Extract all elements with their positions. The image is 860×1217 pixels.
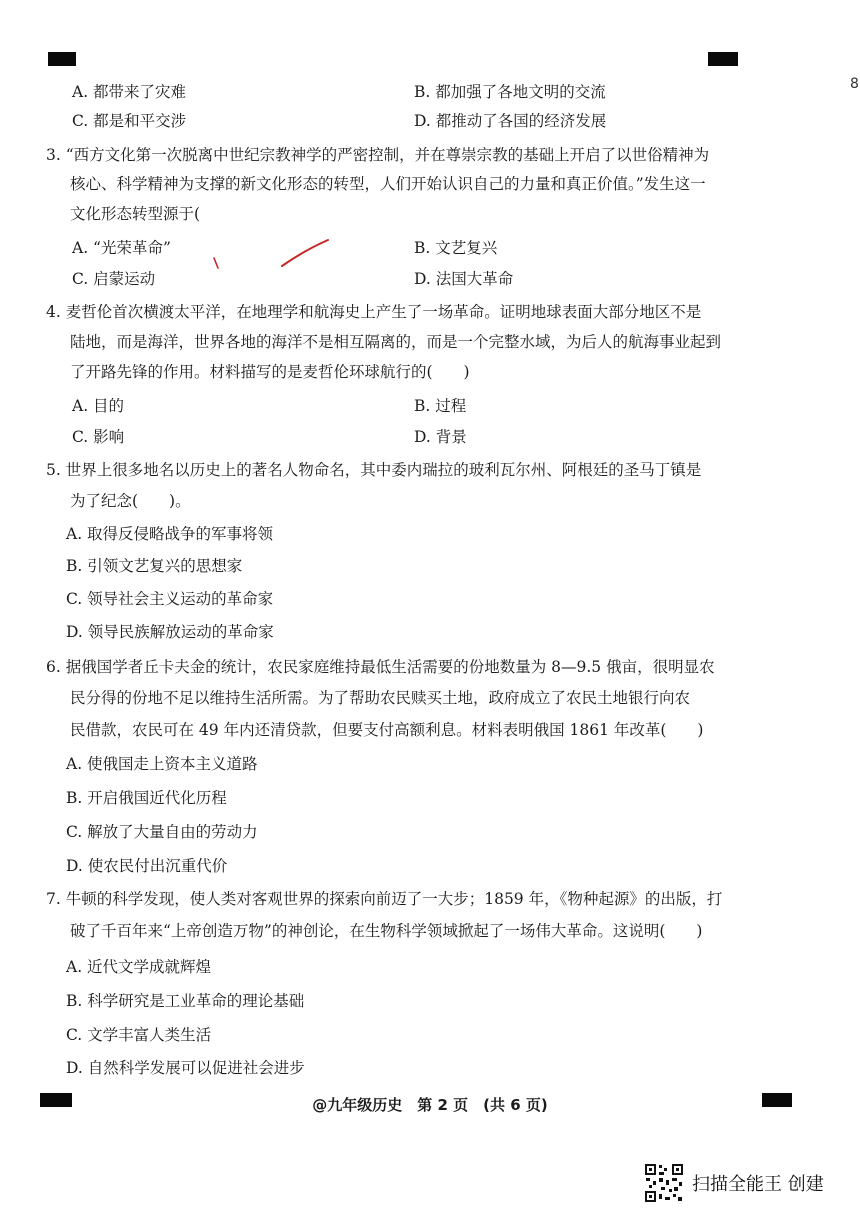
q3-option-d: D. 法国大革命 xyxy=(414,270,514,288)
q7-option-b: B. 科学研究是工业革命的理论基础 xyxy=(66,992,305,1010)
q5-option-b: B. 引领文艺复兴的思想家 xyxy=(66,557,243,575)
q2-option-d: D. 都推动了各国的经济发展 xyxy=(414,112,607,130)
q2-option-b: B. 都加强了各地文明的交流 xyxy=(414,83,606,101)
q6-stem-line-3: 民借款，农民可在 49 年内还清贷款，但要支付高额利息。材料表明俄国 1861 年改革( ) xyxy=(70,721,704,739)
q4-option-c: C. 影响 xyxy=(72,428,125,446)
registration-mark-top-left xyxy=(48,52,76,66)
q6-option-c: C. 解放了大量自由的劳动力 xyxy=(66,823,258,841)
q5-option-d: D. 领导民族解放运动的革命家 xyxy=(66,623,274,641)
page-edge-number: 8 xyxy=(850,76,859,92)
q7-option-c: C. 文学丰富人类生活 xyxy=(66,1026,212,1044)
q3-stem-line-1: 3. “西方文化第一次脱离中世纪宗教神学的严密控制，并在尊崇宗教的基础上开启了以世俗精神为 xyxy=(46,146,710,164)
q5-option-a: A. 取得反侵略战争的军事将领 xyxy=(66,525,274,543)
q3-option-b: B. 文艺复兴 xyxy=(414,239,498,257)
q5-option-c: C. 领导社会主义运动的革命家 xyxy=(66,590,274,608)
q6-stem-line-1: 6. 据俄国学者丘卡夫金的统计，农民家庭维持最低生活需要的份地数量为 8—9.5 俄亩，很明显农 xyxy=(46,658,715,676)
q4-option-a: A. 目的 xyxy=(72,397,125,415)
q5-stem-line-2: 为了纪念( )。 xyxy=(70,492,191,510)
q2-option-c: C. 都是和平交涉 xyxy=(72,112,187,130)
scanner-label: 扫描全能王 创建 xyxy=(692,1174,824,1195)
q6-option-d: D. 使农民付出沉重代价 xyxy=(66,857,228,875)
q4-stem-line-1: 4. 麦哲伦首次横渡太平洋，在地理学和航海史上产生了一场革命。证明地球表面大部分地区不是 xyxy=(46,303,702,321)
page-footer: @九年级历史 第 2 页 (共 6 页) xyxy=(312,1096,548,1114)
q3-option-c: C. 启蒙运动 xyxy=(72,270,156,288)
pen-annotation-stroke xyxy=(200,232,340,277)
q5-stem-line-1: 5. 世界上很多地名以历史上的著名人物命名，其中委内瑞拉的玻利瓦尔州、阿根廷的圣马丁镇是 xyxy=(46,461,702,479)
q4-option-d: D. 背景 xyxy=(414,428,467,446)
q3-stem-line-2: 核心、科学精神为支撑的新文化形态的转型，人们开始认识自己的力量和真正价值。”发生这一 xyxy=(70,175,706,193)
q3-stem-line-3: 文化形态转型源于( xyxy=(70,205,201,223)
q7-stem-line-1: 7. 牛顿的科学发现，使人类对客观世界的探索向前迈了一大步；1859 年，《物种起源》的出版，打 xyxy=(46,890,723,908)
registration-mark-top-right xyxy=(708,52,738,66)
q6-option-a: A. 使俄国走上资本主义道路 xyxy=(66,755,258,773)
q4-stem-line-2: 陆地，而是海洋，世界各地的海洋不是相互隔离的，而是一个完整水域，为后人的航海事业起到 xyxy=(70,333,722,351)
scanner-watermark xyxy=(644,1163,824,1203)
q7-stem-line-2: 破了千百年来“上帝创造万物”的神创论，在生物科学领域掀起了一场伟大革命。这说明( ) xyxy=(70,922,703,940)
qr-code-icon xyxy=(644,1163,684,1203)
q7-option-d: D. 自然科学发展可以促进社会进步 xyxy=(66,1059,305,1077)
q7-option-a: A. 近代文学成就辉煌 xyxy=(66,958,212,976)
q4-stem-line-3: 了开路先锋的作用。材料描写的是麦哲伦环球航行的( ) xyxy=(70,363,470,381)
q4-option-b: B. 过程 xyxy=(414,397,467,415)
q6-stem-line-2: 民分得的份地不足以维持生活所需。为了帮助农民赎买土地，政府成立了农民土地银行向农 xyxy=(70,689,691,707)
q6-option-b: B. 开启俄国近代化历程 xyxy=(66,789,227,807)
q2-option-a: A. 都带来了灾难 xyxy=(72,83,187,101)
q3-option-a: A. “光荣革命” xyxy=(72,239,171,257)
